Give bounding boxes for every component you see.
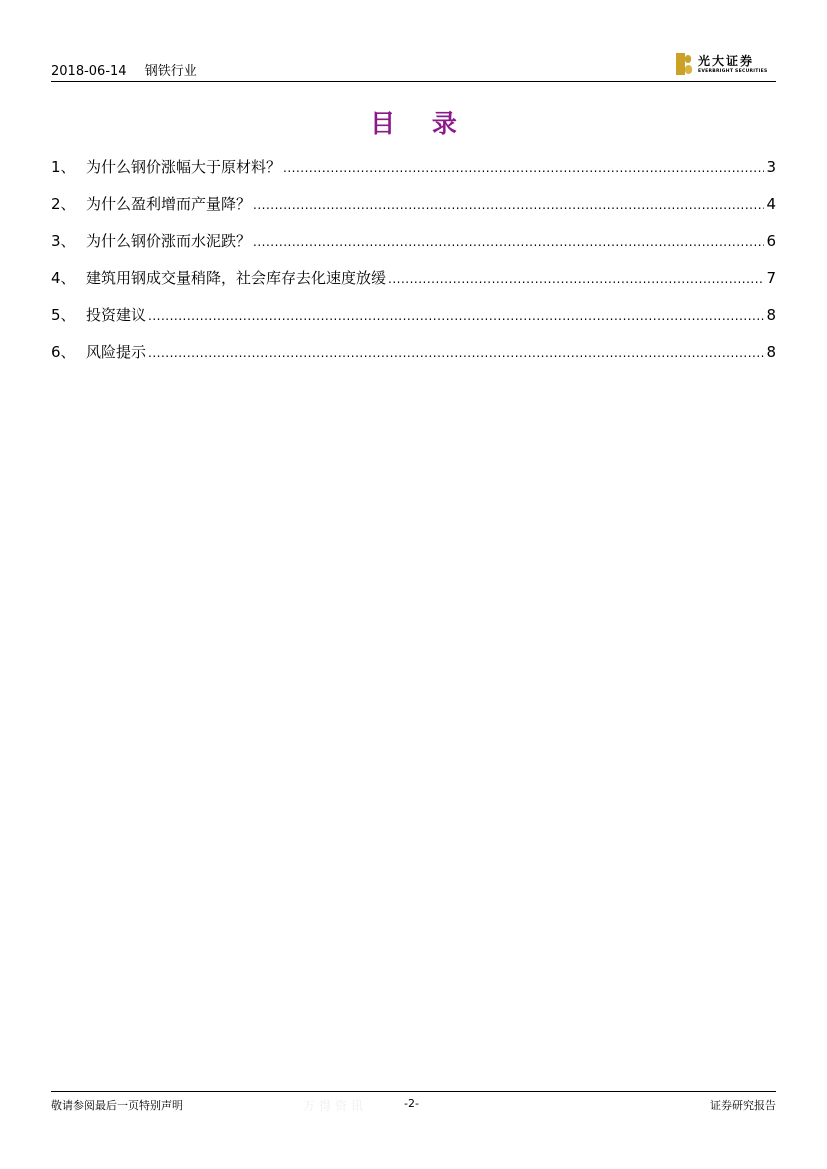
- toc-page: 3: [766, 158, 776, 176]
- footer-report-type: 证券研究报告: [710, 1099, 776, 1112]
- toc-page: 4: [766, 195, 776, 213]
- toc-number: 3、: [51, 232, 76, 250]
- toc-entry-5[interactable]: [51, 304, 776, 341]
- logo-text-en: EVERBRIGHT SECURITIES: [698, 69, 768, 74]
- footer-divider: [51, 1091, 776, 1092]
- toc-text: 风险提示: [86, 343, 147, 361]
- page-header: [51, 50, 776, 82]
- toc-leader: [283, 161, 764, 175]
- page-footer: [51, 1097, 776, 1115]
- toc-entry-1[interactable]: [51, 156, 776, 193]
- toc-text: 投资建议: [86, 306, 147, 324]
- toc-entry-2[interactable]: [51, 193, 776, 230]
- industry-label: 钢铁行业: [144, 64, 197, 79]
- toc-page: 8: [766, 343, 776, 361]
- footer-watermark: 万得资讯: [303, 1099, 368, 1113]
- toc-page: 8: [766, 306, 776, 324]
- toc-leader: [253, 235, 764, 249]
- header-divider: [51, 81, 776, 82]
- toc-number: 6、: [51, 343, 76, 361]
- toc-leader: [148, 309, 764, 323]
- table-of-contents: [51, 156, 776, 378]
- toc-leader: [148, 346, 764, 360]
- toc-text: 为什么钢价涨而水泥跌？: [86, 232, 252, 250]
- toc-page: 7: [766, 269, 776, 287]
- toc-text: 建筑用钢成交量稍降，社会库存去化速度放缓: [86, 269, 387, 287]
- toc-number: 4、: [51, 269, 76, 287]
- toc-page: 6: [766, 232, 776, 250]
- toc-text: 为什么盈利增而产量降？: [86, 195, 252, 213]
- page-number: -2-: [404, 1097, 419, 1110]
- everbright-logo-icon: [676, 53, 692, 75]
- toc-text: 为什么钢价涨幅大于原材料？: [86, 158, 282, 176]
- toc-number: 1、: [51, 158, 76, 176]
- report-date: 2018-06-14: [51, 64, 127, 79]
- header-info: [51, 60, 197, 79]
- logo-text-cn: 光大证券: [698, 54, 755, 68]
- toc-entry-4[interactable]: [51, 267, 776, 304]
- toc-leader: [253, 198, 764, 212]
- footer-disclaimer: 敬请参阅最后一页特别声明: [51, 1099, 183, 1112]
- toc-number: 2、: [51, 195, 76, 213]
- toc-number: 5、: [51, 306, 76, 324]
- toc-leader: [388, 272, 764, 286]
- company-logo: [676, 50, 776, 80]
- toc-heading: 目 录: [370, 109, 471, 138]
- toc-entry-3[interactable]: [51, 230, 776, 267]
- toc-entry-6[interactable]: [51, 341, 776, 378]
